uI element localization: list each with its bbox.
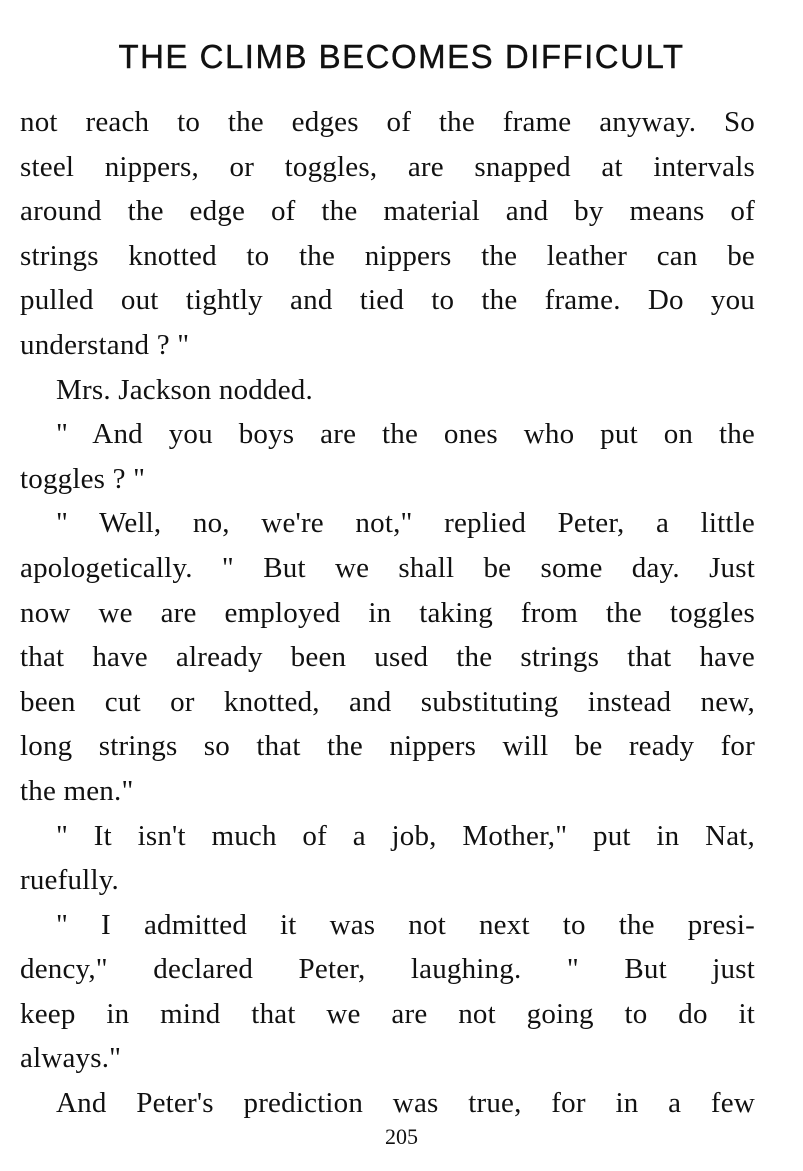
text-line: now we are employed in taking from the toggles [20, 596, 755, 629]
text-line: " I admitted it was not next to the presi- [56, 908, 755, 941]
text-line: long strings so that the nippers will be ready for [20, 730, 755, 763]
text-line: understand ? " [20, 328, 190, 361]
text-line: keep in mind that we are not going to do it [20, 997, 755, 1030]
text-line: not reach to the edges of the frame anyway. So [20, 106, 755, 138]
text-line: around the edge of the material and by means of [20, 195, 755, 228]
text-line: dency," declared Peter, laughing. " But just [20, 953, 755, 986]
text-line: always." [20, 1042, 122, 1075]
text-line: And Peter's prediction was true, for in a few [56, 1087, 755, 1120]
text-line: " And you boys are the ones who put on the [56, 418, 755, 451]
running-header: THE CLIMB BECOMES DIFFICULT [118, 38, 685, 75]
text-line: " It isn't much of a job, Mother," put in Nat, [56, 819, 755, 852]
text-line: been cut or knotted, and substituting instead new, [20, 685, 755, 718]
text-line: " Well, no, we're not," replied Peter, a little [56, 507, 755, 540]
page-number: 205 [385, 1124, 418, 1149]
text-line: toggles ? " [20, 462, 146, 495]
text-line: ruefully. [20, 864, 119, 897]
text-line: strings knotted to the nippers the leather can be [20, 239, 755, 272]
text-line: steel nippers, or toggles, are snapped at intervals [20, 150, 755, 183]
body-text [20, 100, 755, 1126]
text-line: Mrs. Jackson nodded. [56, 373, 313, 406]
text-line: apologetically. " But we shall be some day. Just [20, 551, 755, 584]
text-line: pulled out tightly and tied to the frame. Do you [20, 284, 755, 317]
text-line: the men." [20, 774, 134, 807]
text-line: that have already been used the strings that have [20, 641, 755, 674]
